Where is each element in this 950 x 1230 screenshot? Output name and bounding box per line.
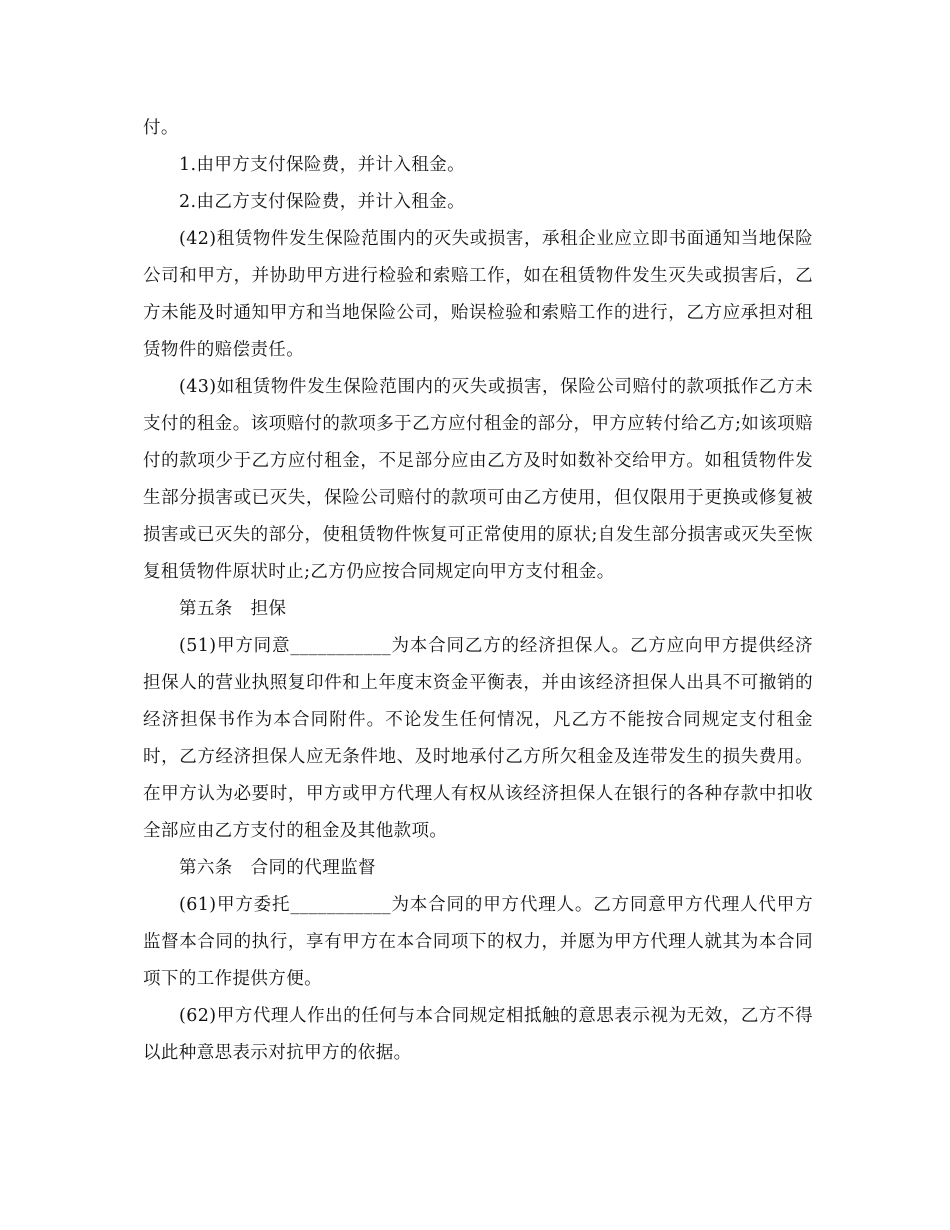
paragraph-option-1: 1.由甲方支付保险费，并计入租金。 (179, 155, 465, 175)
paragraph-clause-51: (51)甲方同意___________为本合同乙方的经济担保人。乙方应向甲方提供经济担保人的营业执照复印件和上年度末资金平衡表，并由该经济担保人出具不可撤销的经济担保书作为本合同附件。不论发生任何情况，凡乙方不能按合同规定支付租金时，乙方经济担保人应无条件地、及时地承付乙方所欠租金及连带发生的损失费用。在甲方认为必要时，甲方或甲方代理人有权从该经济担保人在银行的各种存款中扣收全部应由乙方支付的租金及其他款项。 (143, 636, 813, 841)
paragraph-continuation: 付。 (143, 118, 179, 138)
paragraph-option-2: 2.由乙方支付保险费，并计入租金。 (179, 192, 465, 212)
section-heading-guarantee: 第五条 担保 (179, 599, 287, 619)
document-body (143, 110, 813, 1072)
section-heading-agency-supervision: 第六条 合同的代理监督 (179, 858, 376, 878)
paragraph-clause-42: (42)租赁物件发生保险范围内的灭失或损害，承租企业应立即书面通知当地保险公司和甲方，并协助甲方进行检验和索赔工作，如在租赁物件发生灭失或损害后，乙方未能及时通知甲方和当地保险公司，贻误检验和索赔工作的进行，乙方应承担对租赁物件的赔偿责任。 (143, 229, 813, 360)
paragraph-clause-62: (62)甲方代理人作出的任何与本合同规定相抵触的意思表示视为无效，乙方不得以此种意思表示对抗甲方的依据。 (143, 1006, 813, 1063)
paragraph-clause-61: (61)甲方委托___________为本合同的甲方代理人。乙方同意甲方代理人代甲方监督本合同的执行，享有甲方在本合同项下的权力，并愿为甲方代理人就其为本合同项下的工作提供方便。 (143, 895, 813, 989)
paragraph-clause-43: (43)如租赁物件发生保险范围内的灭失或损害，保险公司赔付的款项抵作乙方未支付的租金。该项赔付的款项多于乙方应付租金的部分，甲方应转付给乙方;如该项赔付的款项少于乙方应付租金，不足部分应由乙方及时如数补交给甲方。如租赁物件发生部分损害或已灭失，保险公司赔付的款项可由乙方使用，但仅限用于更换或修复被损害或已灭失的部分，使租赁物件恢复可正常使用的原状;自发生部分损害或灭失至恢复租赁物件原状时止;乙方仍应按合同规定向甲方支付租金。 (143, 377, 813, 582)
